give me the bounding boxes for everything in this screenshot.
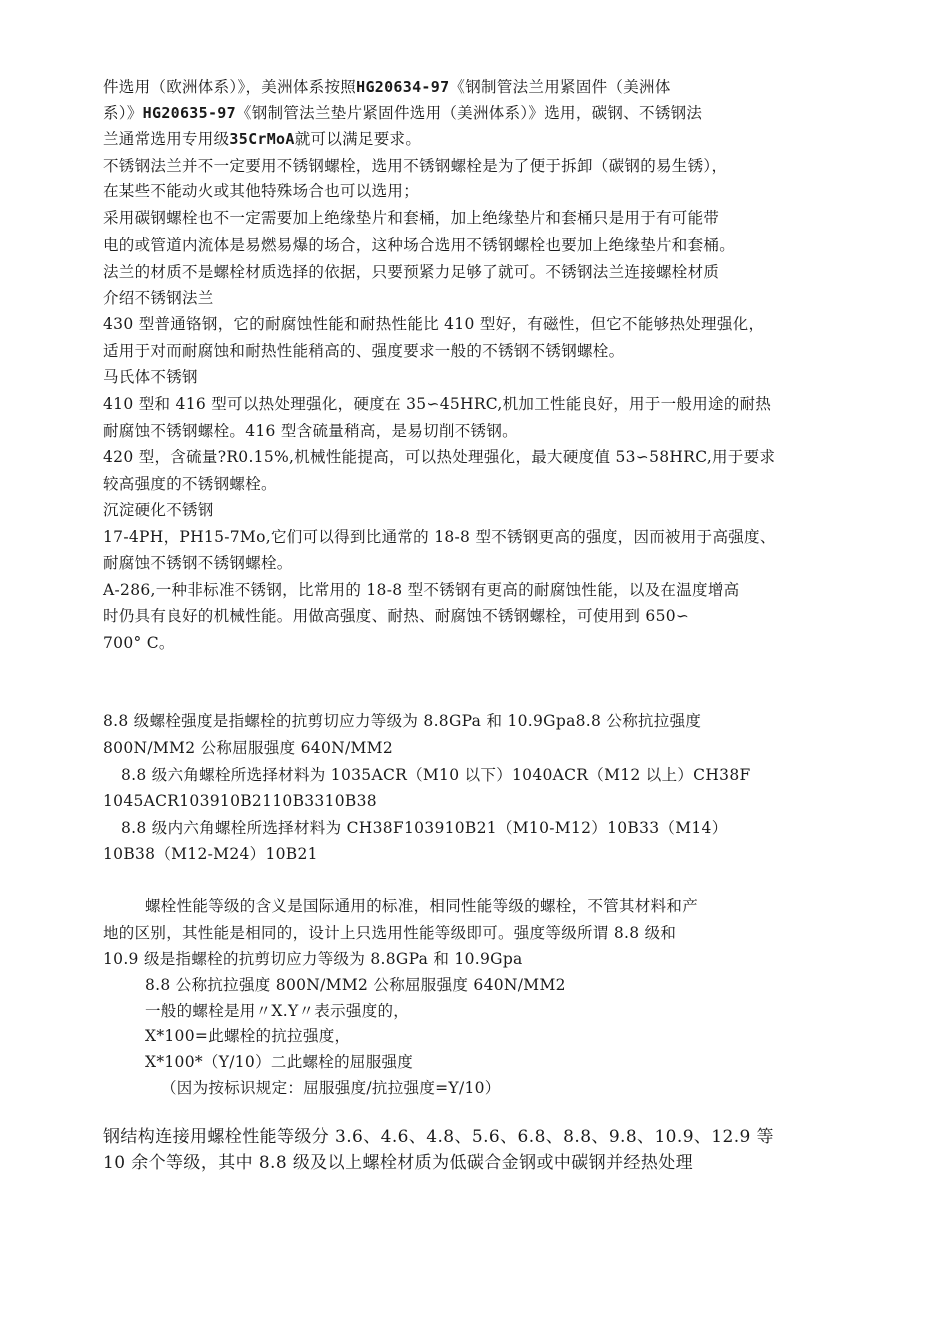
paragraph-line: 一般的螺栓是用〃X.Y〃表示强度的， (145, 1002, 410, 1020)
text-span: 系）》 (103, 104, 143, 122)
paragraph-line: 钢结构连接用螺栓性能等级分 3.6、4.6、4.8、5.6、6.8、8.8、9.8、10.9、12.9 等 (103, 1127, 774, 1147)
paragraph-line: 8.8 公称抗拉强度 800N/MM2 公称屈服强度 640N/MM2 (145, 976, 566, 994)
paragraph-line: 10 余个等级，其中 8.8 级及以上螺栓材质为低碳合金钢或中碳钢并经热处理 (103, 1153, 694, 1173)
formula-line: X*100=此螺栓的抗拉强度， (145, 1027, 351, 1045)
paragraph-line: 较高强度的不锈钢螺栓。 (103, 475, 277, 493)
paragraph-line: 电的或管道内流体是易燃易爆的场合，这种场合选用不锈钢螺栓也要加上绝缘垫片和套桶。 (103, 236, 736, 254)
subheading: 马氏体不锈钢 (103, 368, 198, 386)
standard-code: HG20635-97 (142, 104, 236, 122)
paragraph-line: 介绍不锈钢法兰 (103, 289, 214, 307)
paragraph-line: 10.9 级是指螺栓的抗剪切应力等级为 8.8GPa 和 10.9Gpa (103, 950, 523, 968)
paragraph-line: 法兰的材质不是螺栓材质选择的依据，只要预紧力足够了就可。不锈钢法兰连接螺栓材质 (103, 263, 720, 281)
text-span: 兰通常选用专用级 (103, 130, 230, 148)
formula-line: X*100*（Y/10）二此螺栓的屈服强度 (145, 1053, 414, 1071)
paragraph-line: 耐腐蚀不锈钢螺栓。416 型含硫量稍高，是易切削不锈钢。 (103, 422, 518, 440)
paragraph-line: 地的区别，其性能是相同的，设计上只选用性能等级即可。强度等级所谓 8.8 级和 (103, 924, 677, 942)
paragraph-line: 时仍具有良好的机械性能。用做高强度、耐热、耐腐蚀不锈钢螺栓，可使用到 650∽ (103, 607, 690, 625)
paragraph-line: 1045ACR103910B2110B3310B38 (103, 792, 377, 810)
paragraph-line: 螺栓性能等级的含义是国际通用的标准，相同性能等级的螺栓，不管其材料和产 (145, 897, 699, 915)
standard-code: HG20634-97 (356, 78, 450, 96)
paragraph-line: 700° C。 (103, 634, 175, 652)
paragraph-line: 8.8 级内六角螺栓所选择材料为 CH38F103910B21（M10-M12）10B33（M14） (121, 819, 728, 837)
paragraph-line: 8.8 级螺栓强度是指螺栓的抗剪切应力等级为 8.8GPa 和 10.9Gpa8.8 公称抗拉强度 (103, 712, 702, 730)
paragraph-line (103, 102, 702, 124)
text-span: 就可以满足要求。 (294, 130, 422, 148)
paragraph-line: 800N/MM2 公称屈服强度 640N/MM2 (103, 739, 393, 757)
subheading: 沉淀硬化不锈钢 (103, 501, 214, 519)
text-span: 件选用（欧洲体系）》，美洲体系按照 (103, 78, 357, 96)
material-code: 35CrMoA (229, 130, 295, 148)
paragraph-line: 10B38（M12-M24）10B21 (103, 845, 318, 863)
paragraph-line: 适用于对而耐腐蚀和耐热性能稍高的、强度要求一般的不锈钢不锈钢螺栓。 (103, 342, 625, 360)
paragraph-line (103, 76, 671, 98)
note-line: （因为按标识规定：屈服强度/抗拉强度=Y/10） (161, 1079, 501, 1097)
paragraph-line: 耐腐蚀不锈钢不锈钢螺栓。 (103, 554, 293, 572)
paragraph-line: 430 型普通铬钢，它的耐腐蚀性能和耐热性能比 410 型好，有磁性，但它不能够热处理强化， (103, 315, 765, 333)
paragraph-line: 420 型，含硫量?R0.15%,机械性能提高，可以热处理强化，最大硬度值 53∽58HRC,用于要求 (103, 448, 776, 466)
paragraph-line: 410 型和 416 型可以热处理强化，硬度在 35∽45HRC,机加工性能良好，用于一般用途的耐热 (103, 395, 772, 413)
text-span: 《钢制管法兰垫片紧固件选用（美洲体系）》选用，碳钢、不锈钢法 (235, 104, 703, 122)
paragraph-line (103, 128, 421, 150)
paragraph-line: 在某些不能动火或其他特殊场合也可以选用； (103, 182, 420, 200)
paragraph-line: 17-4PH，PH15-7Mo,它们可以得到比通常的 18-8 型不锈钢更高的强度，因而被用于高强度、 (103, 528, 776, 546)
paragraph-line: 不锈钢法兰并不一定要用不锈钢螺栓，选用不锈钢螺栓是为了便于拆卸（碳钢的易生锈）， (103, 157, 728, 175)
paragraph-line: 8.8 级六角螺栓所选择材料为 1035ACR（M10 以下）1040ACR（M12 以上）CH38F (121, 766, 751, 784)
paragraph-line: 采用碳钢螺栓也不一定需要加上绝缘垫片和套桶，加上绝缘垫片和套桶只是用于有可能带 (103, 209, 720, 227)
text-span: 《钢制管法兰用紧固件（美洲体 (449, 78, 671, 96)
paragraph-line: A-286,一种非标准不锈钢，比常用的 18-8 型不锈钢有更高的耐腐蚀性能，以及在温度增高 (103, 581, 740, 599)
